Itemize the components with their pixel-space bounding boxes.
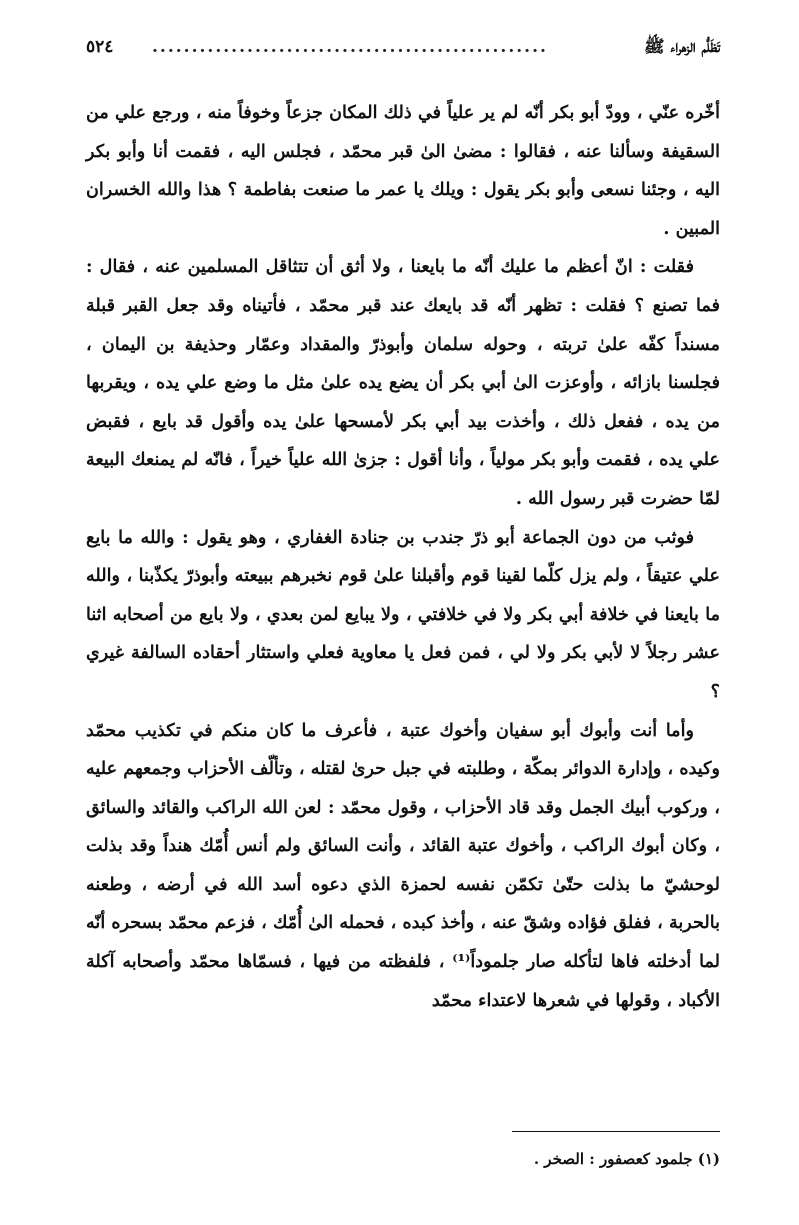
paragraph-3: فوثب من دون الجماعة أبو ذرّ جندب بن جنادة الغفاري ، وهو يقول : والله ما بايع علي عتيقاً ، ولم يزل كلّما لقينا قوم وأقبلنا علىٰ قوم نخبرهم ببيعته وأبوذرّ يكذّبنا ، والله ما بايعنا في خلافة أبي بكر ولا في خلافتي ، ولا يبايع لمن بعدي ، ولا بايع من أصحابه اثنا عشر رجلاً لا لأبي بكر ولا لي ، فمن فعل يا معاوية فعلي واستثار أحقاده السالفة غيري ؟ [86,526,720,702]
paragraph-1: أخّره عنّي ، وودّ أبو بكر أنّه لم ير علياً في ذلك المكان جزعاً وخوفاً منه ، ورجع علي من السقيفة وسألنا عنه ، فقالوا : مضىٰ الىٰ قبر محمّد ، فجلس اليه ، فقمت أنا وأبو بكر اليه ، وجئنا نسعى وأبو بكر يقول : ويلك يا عمر ما صنعت بفاطمة ؟ هذا والله الخسران المبين . [86,102,720,239]
running-header [86,30,720,64]
footnote-separator [512,1131,720,1132]
book-page [86,30,720,1200]
header-leader-dots: .................................................. [152,37,548,57]
paragraph-4: وأما أنت وأبوك أبو سفيان وأخوك عتبة ، فأعرف ما كان منكم في تكذيب محمّد وكيده ، وإدارة الدوائر بمكّة ، وطلبته في جبل حرىٰ لقتله ، وتألّف الأحزاب وجمعهم عليه ، وركوب أبيك الجمل وقد قاد الأحزاب ، وقول محمّد : لعن الله الراكب والقائد والسائق ، وكان أبوك الراكب ، وأخوك عتبة القائد ، وأنت السائق ولم أنس أُمّك هنداً وقد بذلت لوحشيّ ما بذلت حتّىٰ تكمّن نفسه لحمزة الذي دعوه أسد الله في أرضه ، وطعنه بالحربة ، ففلق فؤاده وشقّ عنه ، وأخذ كبده ، فحمله الىٰ أُمّك ، فزعم محمّد بسحره أنّه لما أدخلته فاها لتأكله صار جلموداً⁽¹⁾ ، فلفظته من فيها ، فسمّاها محمّد وأصحابه آكلة الأكباد ، وقولها في شعرها لاعتداء محمّد [86,719,720,1011]
main-text [86,94,720,1020]
header-title: تَظَلُّم الزهراء ﷺ [643,37,720,57]
paragraph-2: فقلت : انّ أعظم ما عليك أنّه ما بايعنا ، ولا أثق أن تتثاقل المسلمين عنه ، فقال : فما تصنع ؟ فقلت : تظهر أنّه قد بايعك عند قبر محمّد ، فأتيناه وقد جعل القبر قبلة مسنداً كفّه علىٰ تربته ، وحوله سلمان وأبوذرّ والمقداد وعمّار وحذيفة بن اليمان ، فجلسنا بازائه ، وأوعزت الىٰ أبي بكر أن يضع يده علىٰ مثل ما وضع علي يده ، ويقربها من يده ، ففعل ذلك ، وأخذت بيد أبي بكر لأمسحها علىٰ يده وأقول قد بايع ، فقبض علي يده ، فقمت وأبو بكر مولياً ، وأنا أقول : جزىٰ الله علياً خيراً ، فانّه لم يمنعك البيعة لمّا حضرت قبر رسول الله . [86,256,720,509]
page-number: ٥٢٤ [86,37,114,57]
footnote: (١) جلمود كعصفور : الصخر . [533,1150,720,1168]
